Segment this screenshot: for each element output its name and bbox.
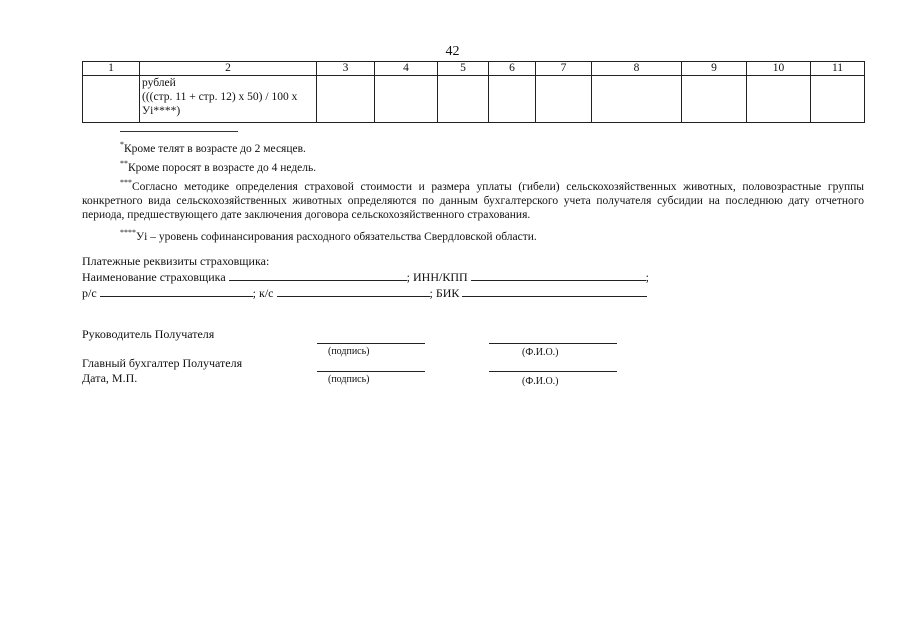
table-cell (317, 76, 375, 123)
table-header-cell: 10 (747, 62, 811, 76)
table-cell (375, 76, 438, 123)
footnote-2 (120, 157, 316, 175)
account-label: р/с (82, 286, 97, 300)
table-header-cell: 8 (592, 62, 682, 76)
footnote-text: Уi – уровень софинансирования расходного обязательства Свердловской области. (136, 231, 537, 243)
table-cell (747, 76, 811, 123)
table-header-row (83, 62, 865, 76)
data-table (82, 61, 865, 123)
accountant-label: Главный бухгалтер Получателя (82, 356, 243, 370)
formula-line: Уi****) (142, 105, 181, 117)
formula-line: (((стр. 11 + стр. 12) x 50) / 100 x (142, 91, 298, 103)
footnote-mark: **** (120, 228, 136, 237)
footnote-3 (82, 176, 864, 222)
footnote-1 (120, 138, 306, 156)
table-cell (83, 76, 140, 123)
corr-account-field[interactable] (277, 285, 430, 297)
table-cell (682, 76, 747, 123)
signature-caption: (подпись) (328, 346, 370, 357)
payment-line-2 (82, 285, 647, 301)
inn-kpp-label: ; ИНН/КПП (406, 270, 468, 284)
head-name-line[interactable] (489, 343, 617, 344)
formula-line: рублей (142, 77, 176, 89)
table-header-cell: 7 (536, 62, 592, 76)
accountant-signature-line[interactable] (317, 371, 425, 372)
head-label: Руководитель Получателя (82, 327, 215, 341)
corr-account-label: ; к/с (252, 286, 274, 300)
page-number: 42 (445, 44, 460, 59)
table-header-cell: 2 (140, 62, 317, 76)
payment-title: Платежные реквизиты страховщика: (82, 254, 270, 268)
head-signature-line[interactable] (317, 343, 425, 344)
inn-kpp-field[interactable] (471, 269, 646, 281)
table-header-cell: 3 (317, 62, 375, 76)
name-caption: (Ф.И.О.) (522, 347, 559, 358)
footnote-text: Согласно методике определения страховой стоимости и размера уплаты (гибели) сельскохозяйственных животных, половозрастные группы конкретного вида сельскохозяйственных животных определяются по данным бухгалтерского учета получателя субсидии на последнюю дату отчетного периода, предшествующего дате заключения договора сельскохозяйственного страхования. (82, 181, 864, 221)
table-header-cell: 1 (83, 62, 140, 76)
footnote-text: Кроме поросят в возрасте до 4 недель. (128, 162, 317, 174)
accountant-name-line[interactable] (489, 371, 617, 372)
footnote-mark: ** (120, 159, 128, 168)
table-cell-formula (140, 76, 317, 123)
bik-label: ; БИК (429, 286, 460, 300)
table-cell (438, 76, 489, 123)
footnote-text: Кроме телят в возрасте до 2 месяцев. (124, 143, 306, 155)
footnote-separator (120, 131, 238, 132)
name-caption: (Ф.И.О.) (522, 376, 559, 387)
footnote-mark: * (120, 140, 124, 149)
account-field[interactable] (100, 285, 253, 297)
table-header-cell: 5 (438, 62, 489, 76)
table-header-cell: 9 (682, 62, 747, 76)
insurer-name-field[interactable] (229, 269, 407, 281)
table-cell (489, 76, 536, 123)
payment-line-1 (82, 269, 649, 285)
signature-caption: (подпись) (328, 374, 370, 385)
table-row (83, 76, 865, 123)
bik-field[interactable] (462, 285, 647, 297)
table-header-cell: 4 (375, 62, 438, 76)
insurer-name-label: Наименование страховщика (82, 270, 226, 284)
footnote-4 (120, 226, 537, 244)
date-label: Дата, М.П. (82, 371, 138, 385)
table-cell (811, 76, 865, 123)
table-cell (536, 76, 592, 123)
table-cell (592, 76, 682, 123)
table-header-cell: 11 (811, 62, 865, 76)
table-header-cell: 6 (489, 62, 536, 76)
end-mark: ; (645, 270, 650, 284)
footnote-mark: *** (120, 178, 132, 187)
